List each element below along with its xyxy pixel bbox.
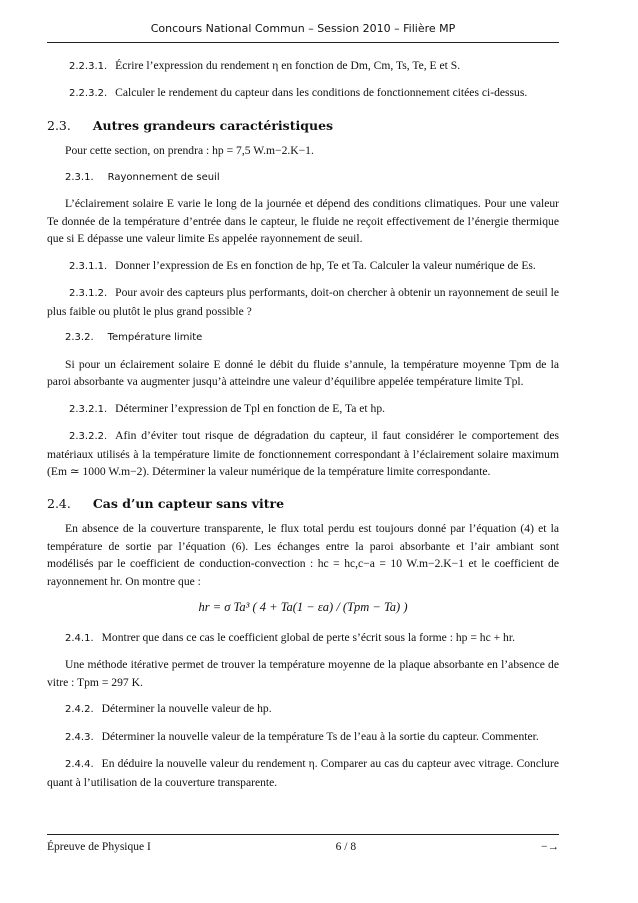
paragraph-temperature-limite: Si pour un éclairement solaire E donné le débit du fluide s’annule, la température moyenne Tpm de la paroi absorbante va augmenter jusqu’à atteindre une valeur d’équilibre appelée température limite Tpl. [47, 357, 559, 388]
question-2-3-1-1 [47, 257, 559, 276]
page-footer [47, 834, 559, 857]
section-title: Autres grandeurs caractéristiques [92, 117, 334, 133]
section-title: Cas d’un capteur sans vitre [92, 495, 285, 511]
question-2-2-3-2 [47, 84, 559, 103]
paragraph-iterative: Une méthode itérative permet de trouver la température moyenne de la plaque absorbante en l’absence de vitre : Tpm = 297 K. [47, 658, 559, 689]
section-2-3-intro: Pour cette section, on prendra : hp = 7,5 W.m−2.K−1. [65, 144, 314, 157]
question-text: Écrire l’expression du rendement η en fonction de Dm, Cm, Ts, Te, E et S. [115, 58, 461, 72]
question-text: Déterminer l’expression de Tpl en fonction de E, Ta et hp. [115, 401, 386, 415]
question-2-3-2-1 [47, 400, 559, 419]
question-2-3-2-2 [47, 427, 559, 481]
question-2-3-1-2 [47, 284, 559, 320]
question-number: 2.4.4. [65, 759, 94, 770]
question-number: 2.2.3.1. [69, 60, 108, 72]
question-text: Calculer le rendement du capteur dans les conditions de fonctionnement citées ci-dessus. [115, 86, 528, 99]
paragraph-sans-vitre: En absence de la couverture transparente, le flux total perdu est toujours donné par l’équation (4) et la température de sortie par l’équation (6). Les échanges entre la paroi absorbante et l’air ambiant sont modélisés par le coefficient de conduction-convection : hc = hc,c−a = 10 W.m−2.K−1 et le coefficient de rayonnement hr. On montre que : [47, 522, 559, 588]
subsection-2-3-2-heading [65, 329, 559, 347]
question-2-4-4 [47, 755, 559, 791]
question-number: 2.4.1. [65, 632, 94, 644]
page-number: 6 / 8 [335, 841, 357, 853]
document-page [47, 20, 559, 800]
subsection-title: Température limite [107, 332, 203, 343]
question-number: 2.3.1.1. [69, 260, 108, 272]
section-number: 2.4. [47, 495, 71, 511]
section-number: 2.3. [47, 117, 71, 133]
question-number: 2.3.2.1. [69, 403, 108, 415]
question-text: En déduire la nouvelle valeur du rendement η. Comparer au cas du capteur avec vitrage. Conclure quant à l’utilisation de la couverture transparente. [47, 757, 559, 789]
question-number: 2.2.3.2. [69, 88, 108, 99]
question-text: Pour avoir des capteurs plus performants, doit-on chercher à obtenir un rayonnement de seuil le plus faible ou plutôt le plus grand possible ? [47, 286, 559, 318]
question-number: 2.3.2.2. [69, 431, 108, 442]
question-number: 2.3.1.2. [69, 288, 108, 299]
subsection-number: 2.3.2. [65, 332, 94, 343]
question-text: Déterminer la nouvelle valeur de la température Ts de l’eau à la sortie du capteur. Commenter. [101, 729, 539, 743]
next-page-arrow-icon: −→ [541, 841, 559, 853]
footer-left: Épreuve de Physique I [47, 841, 151, 853]
question-text: Afin d’éviter tout risque de dégradation du capteur, il faut considérer le comportement des matériaux utilisés à la température limite de fonctionnement correspondant à l’éclairement solaire maximum (Em ≃ 1000 W.m−2). Déterminer la valeur numérique de la température limite correspondante. [47, 429, 559, 478]
subsection-title: Rayonnement de seuil [107, 171, 220, 183]
section-2-3-heading [47, 117, 559, 135]
question-text: Déterminer la nouvelle valeur de hp. [101, 702, 272, 715]
question-text: Donner l’expression de Es en fonction de hp, Te et Ta. Calculer la valeur numérique de Es. [115, 258, 536, 272]
page-header: Concours National Commun – Session 2010 – Filière MP [47, 20, 559, 43]
question-number: 2.4.2. [65, 704, 94, 715]
question-2-4-1 [47, 629, 559, 648]
equation-hr: hr = σ Ta³ ( 4 + Ta(1 − εa) / (Tpm − Ta) ) [198, 600, 408, 614]
paragraph-seuil: L’éclairement solaire E varie le long de la journée et dépend des conditions climatiques. Pour une valeur Te donnée de la température d’entrée dans le capteur, le fluide ne reçoit effectivement de l’énergie thermique que si E dépasse une valeur limite Es appelée rayonnement de seuil. [47, 197, 559, 245]
question-number: 2.4.3. [65, 731, 94, 743]
section-2-4-heading [47, 495, 559, 513]
question-2-4-2 [47, 700, 559, 719]
question-2-2-3-1 [47, 57, 559, 76]
subsection-2-3-1-heading [65, 169, 559, 187]
question-text: Montrer que dans ce cas le coefficient global de perte s’écrit sous la forme : hp = hc + hr. [101, 630, 515, 644]
question-2-4-3 [47, 728, 559, 747]
subsection-number: 2.3.1. [65, 171, 94, 183]
